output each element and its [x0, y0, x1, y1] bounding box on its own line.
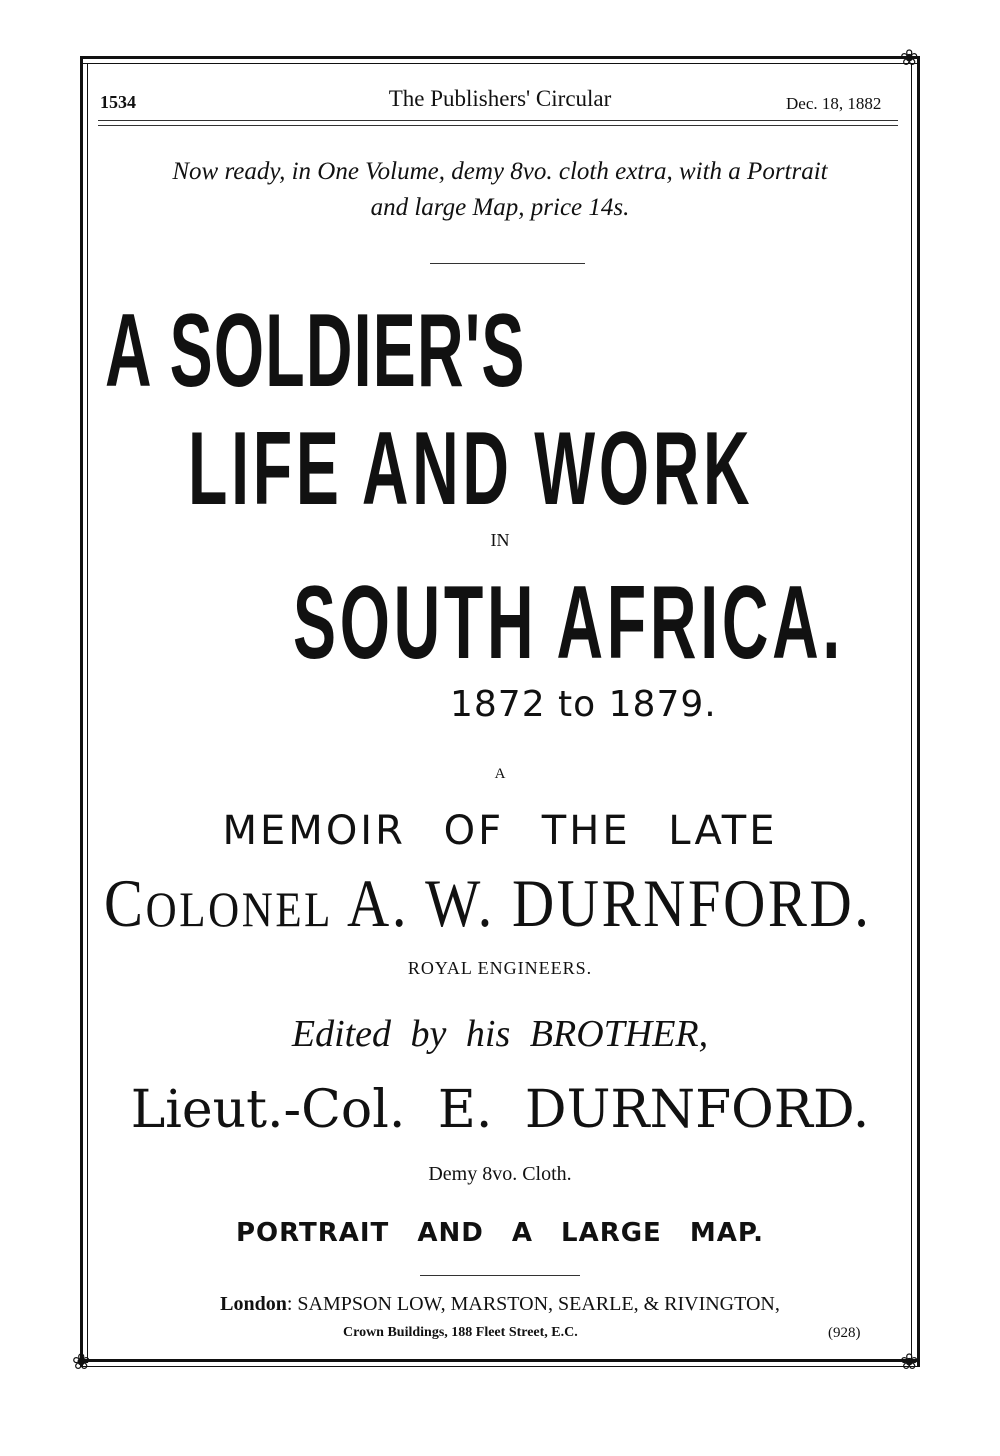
- page-number: 1534: [100, 92, 136, 112]
- frame-top-rule-inner: [80, 63, 920, 64]
- publisher-line: London: SAMPSON LOW, MARSTON, SEARLE, & RIVINGTON,: [220, 1293, 780, 1315]
- ad-number: (928): [828, 1325, 861, 1341]
- frame-left-rule: [80, 56, 83, 1366]
- editor-name: Lieut.-Col. E. DURNFORD.: [130, 1080, 870, 1140]
- frame-right-rule: [917, 56, 920, 1366]
- title-line-2: LIFE AND WORK: [188, 411, 754, 527]
- colonel-rest: OLONEL: [145, 881, 334, 937]
- colonel-initial: C: [104, 865, 146, 941]
- intro-line-2: and large Map, price 14s.: [370, 194, 630, 221]
- floral-corner-icon: ❀: [900, 46, 919, 71]
- extras: PORTRAIT AND A LARGE MAP.: [235, 1218, 765, 1248]
- intro-line-1: Now ready, in One Volume, demy 8vo. cloth extra, with a Portrait: [172, 158, 828, 185]
- edited-by: Edited by his BROTHER,: [291, 1013, 709, 1055]
- issue-date: Dec. 18, 1882: [786, 94, 882, 113]
- frame-bottom-rule-inner: [80, 1366, 920, 1367]
- title-in: IN: [490, 530, 510, 550]
- short-rule: [430, 263, 585, 264]
- footer-short-rule: [420, 1275, 580, 1276]
- frame-bottom-rule: [80, 1359, 920, 1362]
- frame-top-rule: [80, 56, 920, 59]
- publisher-name: SAMPSON LOW, MARSTON, SEARLE, & RIVINGTON,: [297, 1293, 780, 1315]
- colonel-name: [104, 864, 872, 943]
- title-line-1: A SOLDIER'S: [105, 293, 526, 409]
- journal-title: The Publishers' Circular: [388, 86, 612, 111]
- publisher-city: London: [220, 1293, 287, 1315]
- memoir-line: MEMOIR OF THE LATE: [222, 808, 778, 854]
- corps: ROYAL ENGINEERS.: [407, 958, 593, 978]
- years: 1872 to 1879.: [450, 684, 717, 725]
- floral-corner-icon: ❀: [900, 1350, 919, 1375]
- floral-corner-icon: ❀: [72, 1350, 91, 1375]
- header-rule: [98, 120, 898, 121]
- title-line-3: SOUTH AFRICA.: [293, 565, 845, 681]
- header-rule-2: [98, 125, 898, 126]
- publisher-address: Crown Buildings, 188 Fleet Street, E.C.: [343, 1325, 578, 1340]
- format: Demy 8vo. Cloth.: [428, 1163, 572, 1185]
- article: A: [494, 766, 506, 782]
- colonel-surname: A. W. DURNFORD.: [347, 865, 872, 941]
